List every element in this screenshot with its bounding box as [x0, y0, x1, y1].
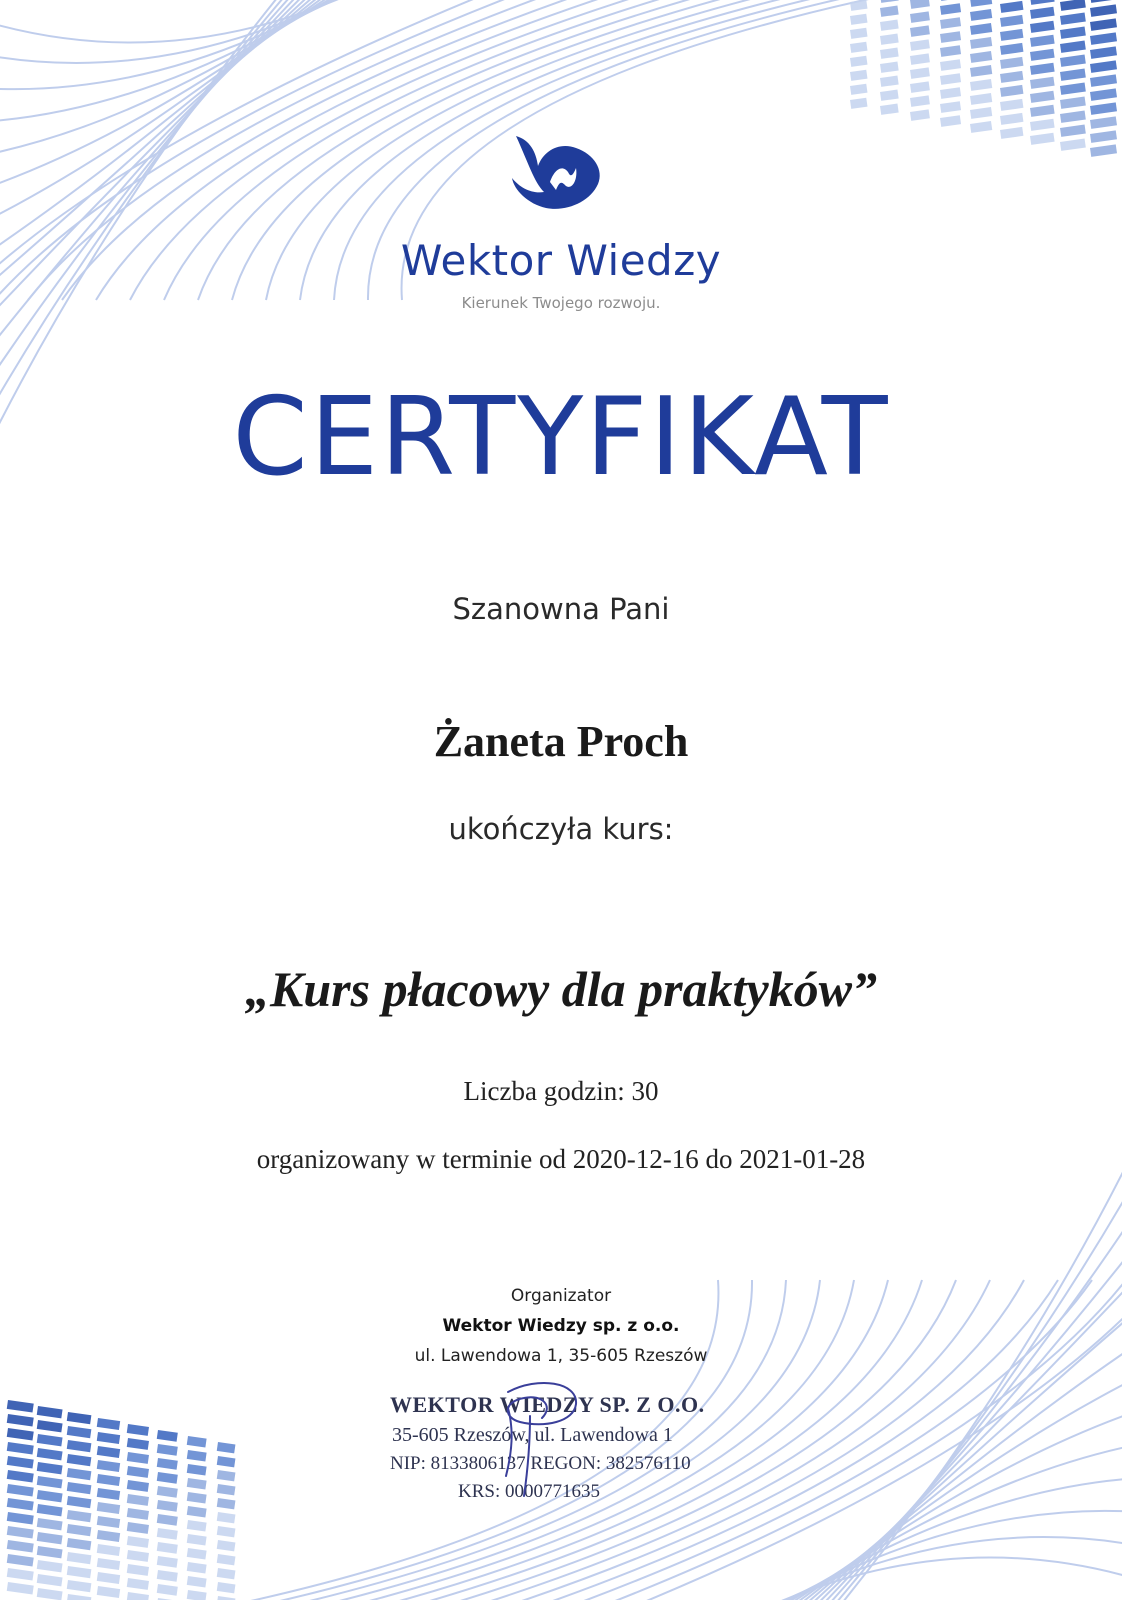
- brand-name: Wektor Wiedzy: [400, 236, 722, 285]
- organizer-address: ul. Lawendowa 1, 35-605 Rzeszów: [414, 1346, 708, 1366]
- stamp-tax-ids: NIP: 8133806137 REGON: 382576110: [390, 1453, 691, 1474]
- course-term: organizowany w terminie od 2020-12-16 do 2021-01-28: [256, 1144, 866, 1174]
- stamp-company-name: WEKTOR WIEDZY SP. Z O.O.: [390, 1392, 705, 1417]
- salutation: Szanowna Pani: [452, 592, 670, 626]
- recipient-name: Żaneta Proch: [433, 717, 689, 766]
- wave-w-logo-icon: [510, 132, 606, 214]
- certificate-title: CERTYFIKAT: [232, 375, 890, 500]
- course-hours: Liczba godzin: 30: [463, 1076, 659, 1106]
- stamp-krs: KRS: 0000771635: [458, 1481, 600, 1502]
- completed-text: ukończyła kurs:: [448, 812, 674, 846]
- stamp-address: 35-605 Rzeszów, ul. Lawendowa 1: [392, 1424, 673, 1446]
- brand-tagline: Kierunek Twojego rozwoju.: [461, 294, 661, 312]
- course-title: „Kurs płacowy dla praktyków”: [245, 961, 877, 1017]
- handwritten-signature-icon: [468, 1372, 598, 1502]
- organizer-name: Wektor Wiedzy sp. z o.o.: [442, 1316, 680, 1336]
- organizer-label: Organizator: [510, 1286, 612, 1306]
